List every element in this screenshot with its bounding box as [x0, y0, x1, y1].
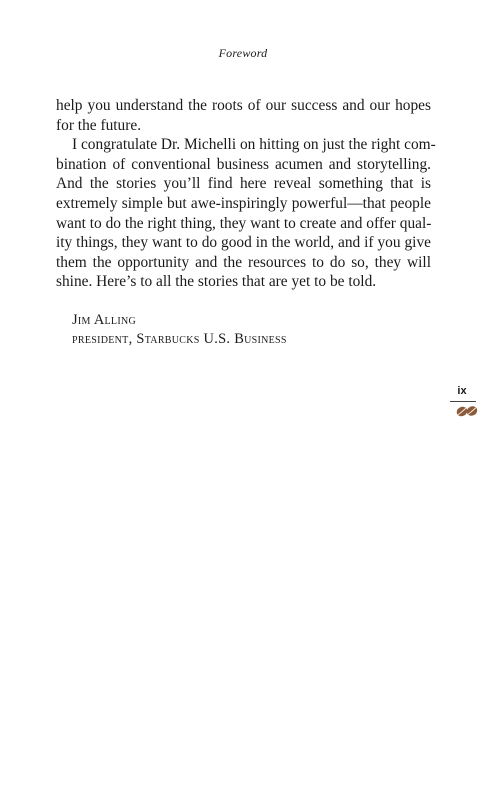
running-header: Foreword: [218, 46, 268, 60]
text-line: bination of conventional business acumen and storytelling.: [56, 155, 431, 173]
paragraph-continued: [56, 96, 431, 135]
text-line: shine. Here’s to all the stories that are yet to be told.: [56, 273, 377, 291]
text-line: them the opportunity and the resources to do so, they will: [56, 253, 431, 271]
page-number: ix: [457, 385, 467, 397]
text-line: for the future.: [56, 116, 142, 134]
text-line: And the stories you’ll find here reveal something that is: [56, 175, 431, 193]
folio-divider: [450, 401, 476, 402]
signature-block: [72, 311, 287, 349]
text-line: extremely simple but awe-inspiringly powerful—that people: [56, 194, 431, 212]
signature-title: president, Starbucks U.S. Business: [72, 331, 287, 347]
text-line: ity things, they want to do good in the world, and if you give: [56, 234, 431, 252]
signature-name: Jim Alling: [72, 312, 137, 328]
paragraph-congratulations: [56, 135, 436, 292]
text-line: help you understand the roots of our success and our hopes: [56, 97, 431, 114]
text-line: want to do the right thing, they want to create and offer qual-: [56, 214, 432, 232]
coffee-bean-icon: [455, 404, 479, 418]
body-text: [56, 96, 436, 292]
text-line: I congratulate Dr. Michelli on hitting on just the right com-: [72, 136, 436, 154]
